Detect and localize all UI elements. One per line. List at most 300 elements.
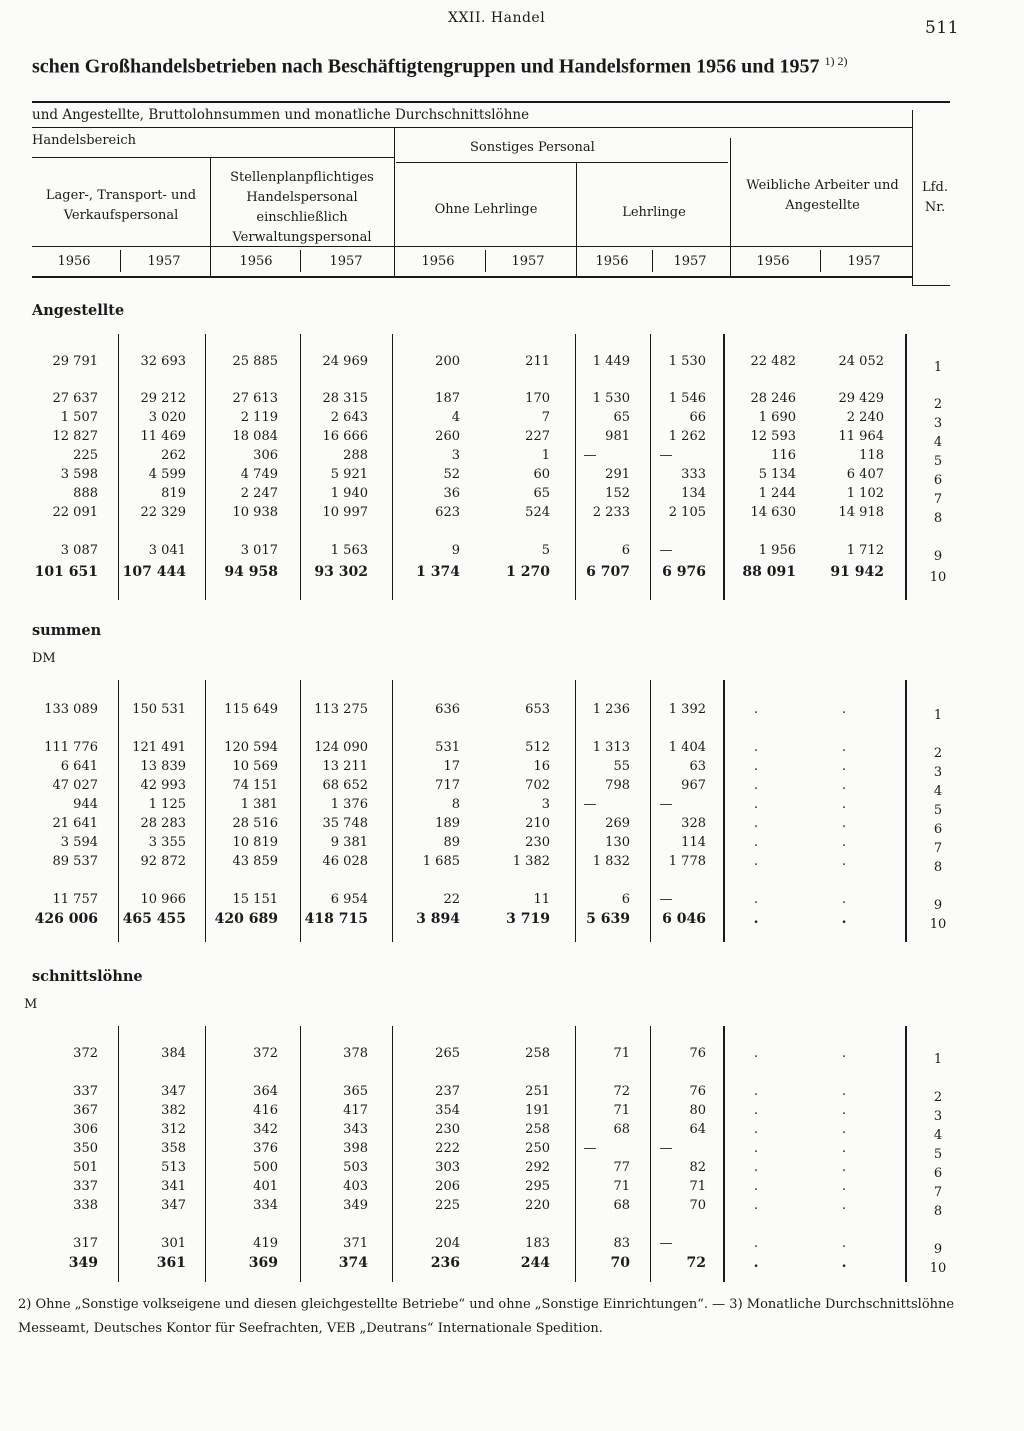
table-cell: 27 637 bbox=[52, 391, 98, 406]
table-cell: 1 102 bbox=[846, 486, 884, 501]
vline-h4 bbox=[730, 138, 731, 278]
vline-h5 bbox=[912, 110, 913, 286]
table-cell: 1 563 bbox=[330, 543, 368, 558]
table-cell: — bbox=[583, 1141, 597, 1156]
table-cell: 337 bbox=[73, 1084, 98, 1099]
table-cell: 3 017 bbox=[240, 543, 278, 558]
table-cell: 230 bbox=[435, 1122, 460, 1137]
table-cell: . bbox=[841, 854, 847, 869]
table-cell: 150 531 bbox=[132, 702, 186, 717]
table-cell: 342 bbox=[253, 1122, 278, 1137]
table-cell: . bbox=[841, 816, 847, 831]
table-cell: 187 bbox=[435, 391, 460, 406]
footnote-2: Messeamt, Deutsches Kontor für Seefrachten, VEB „Deutrans“ Internationale Spedition. bbox=[18, 1321, 603, 1336]
table-cell: 88 091 bbox=[742, 564, 796, 580]
header-sonstiges-personal: Sonstiges Personal bbox=[470, 140, 595, 155]
table-cell: . bbox=[753, 1160, 759, 1175]
table-cell: 1 712 bbox=[846, 543, 884, 558]
table-cell: 6 641 bbox=[60, 759, 98, 774]
table-cell: 1 376 bbox=[330, 797, 368, 812]
table-cell: 211 bbox=[525, 354, 550, 369]
table-cell: 134 bbox=[681, 486, 706, 501]
table-cell: 365 bbox=[343, 1084, 368, 1099]
table-cell: 262 bbox=[161, 448, 186, 463]
table-cell: 107 444 bbox=[122, 564, 186, 580]
table-cell: 11 757 bbox=[52, 892, 98, 907]
table-cell: 225 bbox=[73, 448, 98, 463]
row-number: 4 bbox=[933, 1128, 943, 1143]
table-cell: 72 bbox=[613, 1084, 630, 1099]
table-cell: 337 bbox=[73, 1179, 98, 1194]
year-divider bbox=[820, 250, 821, 272]
table-cell: 80 bbox=[689, 1103, 706, 1118]
title-notes: 1) 2) bbox=[824, 54, 848, 68]
table-cell: 118 bbox=[859, 448, 884, 463]
table-cell: 1 244 bbox=[758, 486, 796, 501]
table-cell: . bbox=[753, 778, 759, 793]
table-cell: 6 046 bbox=[662, 911, 706, 927]
row-number: 4 bbox=[933, 435, 943, 450]
table-cell: 6 976 bbox=[662, 564, 706, 580]
table-cell: . bbox=[753, 1179, 759, 1194]
table-cell: 465 455 bbox=[122, 911, 186, 927]
table-cell: 1 262 bbox=[668, 429, 706, 444]
row-number: 7 bbox=[933, 841, 943, 856]
table-cell: 60 bbox=[533, 467, 550, 482]
table-cell: 70 bbox=[689, 1198, 706, 1213]
section-label-summen: summen bbox=[32, 622, 102, 639]
table-cell: . bbox=[753, 1236, 759, 1251]
table-cell: . bbox=[753, 1046, 759, 1061]
table-cell: 71 bbox=[613, 1179, 630, 1194]
table-cell: 420 689 bbox=[214, 911, 278, 927]
row-number: 3 bbox=[933, 765, 943, 780]
rule-years-top bbox=[32, 246, 912, 247]
table-cell: 206 bbox=[435, 1179, 460, 1194]
table-cell: 3 719 bbox=[506, 911, 550, 927]
table-cell: 225 bbox=[435, 1198, 460, 1213]
table-cell: 513 bbox=[161, 1160, 186, 1175]
table-cell: . bbox=[753, 1122, 759, 1137]
table-cell: 11 964 bbox=[838, 429, 884, 444]
table-cell: 361 bbox=[156, 1255, 186, 1271]
table-cell: 3 355 bbox=[148, 835, 186, 850]
rule-top bbox=[32, 101, 950, 103]
row-number: 6 bbox=[933, 473, 943, 488]
header-col-lehrlinge: Lehrlinge bbox=[622, 205, 686, 220]
table-cell: . bbox=[753, 1198, 759, 1213]
table-cell: . bbox=[753, 911, 759, 927]
table-cell: 944 bbox=[73, 797, 98, 812]
table-cell: 6 707 bbox=[586, 564, 630, 580]
table-cell: 636 bbox=[435, 702, 460, 717]
table-cell: 29 212 bbox=[140, 391, 186, 406]
table-cell: 25 885 bbox=[232, 354, 278, 369]
table-cell: 10 938 bbox=[232, 505, 278, 520]
table-cell: 269 bbox=[605, 816, 630, 831]
table-cell: 9 381 bbox=[330, 835, 368, 850]
table-cell: . bbox=[841, 1141, 847, 1156]
table-cell: 65 bbox=[533, 486, 550, 501]
column-rule bbox=[905, 1026, 907, 1282]
table-cell: . bbox=[753, 702, 759, 717]
table-cell: 28 283 bbox=[140, 816, 186, 831]
table-cell: — bbox=[659, 1236, 673, 1251]
table-cell: 1 778 bbox=[668, 854, 706, 869]
table-cell: . bbox=[753, 740, 759, 755]
table-cell: 121 491 bbox=[132, 740, 186, 755]
table-cell: 46 028 bbox=[322, 854, 368, 869]
header-col-lager: Lager-, Transport- und Verkaufspersonal bbox=[45, 188, 197, 223]
table-cell: 15 151 bbox=[232, 892, 278, 907]
table-cell: — bbox=[659, 797, 673, 812]
table-cell: 89 537 bbox=[52, 854, 98, 869]
table-cell: 403 bbox=[343, 1179, 368, 1194]
table-cell: 76 bbox=[689, 1046, 706, 1061]
table-cell: 82 bbox=[689, 1160, 706, 1175]
table-cell: 3 bbox=[451, 448, 460, 463]
table-cell: . bbox=[841, 1084, 847, 1099]
table-cell: . bbox=[841, 778, 847, 793]
table-cell: 16 bbox=[533, 759, 550, 774]
table-cell: 981 bbox=[605, 429, 630, 444]
table-cell: 64 bbox=[689, 1122, 706, 1137]
header-col-lfd-nr: Lfd. Nr. bbox=[922, 180, 948, 215]
table-cell: 1 270 bbox=[506, 564, 550, 580]
table-cell: 3 020 bbox=[148, 410, 186, 425]
table-cell: 71 bbox=[613, 1103, 630, 1118]
table-cell: 418 715 bbox=[304, 911, 368, 927]
table-cell: 265 bbox=[435, 1046, 460, 1061]
row-number: 9 bbox=[933, 549, 943, 564]
table-cell: . bbox=[841, 1179, 847, 1194]
row-number: 2 bbox=[933, 746, 943, 761]
table-cell: 1 392 bbox=[668, 702, 706, 717]
footnote-1: 2) Ohne „Sonstige volkseigene und diesen gleichgestellte Betriebe“ und ohne „Sonstige Einrichtungen“. — 3) Monatliche Durchschnittslöhne bbox=[18, 1297, 955, 1312]
title-text: schen Großhandelsbetrieben nach Beschäftigtengruppen und Handelsformen 1956 und 1957 bbox=[32, 55, 820, 78]
table-cell: 317 bbox=[73, 1236, 98, 1251]
table-cell: 236 bbox=[430, 1255, 460, 1271]
row-number: 6 bbox=[933, 1166, 943, 1181]
section-label-angestellte: Angestellte bbox=[32, 302, 125, 319]
table-cell: 111 776 bbox=[44, 740, 98, 755]
table-cell: 222 bbox=[435, 1141, 460, 1156]
table-cell: 18 084 bbox=[232, 429, 278, 444]
column-rule bbox=[905, 334, 907, 600]
table-cell: . bbox=[841, 1236, 847, 1251]
row-number: 10 bbox=[929, 1261, 947, 1276]
table-cell: 417 bbox=[343, 1103, 368, 1118]
table-cell: 306 bbox=[253, 448, 278, 463]
row-number: 5 bbox=[933, 454, 943, 469]
year-header: 1957 bbox=[673, 254, 707, 269]
table-cell: 1 404 bbox=[668, 740, 706, 755]
table-cell: 10 819 bbox=[232, 835, 278, 850]
table-cell: 5 921 bbox=[330, 467, 368, 482]
table-cell: 42 993 bbox=[140, 778, 186, 793]
table-cell: 124 090 bbox=[314, 740, 368, 755]
table-cell: 1 449 bbox=[592, 354, 630, 369]
column-rule bbox=[905, 680, 907, 942]
table-cell: 114 bbox=[681, 835, 706, 850]
table-cell: 10 966 bbox=[140, 892, 186, 907]
table-cell: . bbox=[753, 759, 759, 774]
table-cell: 6 407 bbox=[846, 467, 884, 482]
row-number: 3 bbox=[933, 1109, 943, 1124]
table-cell: . bbox=[753, 892, 759, 907]
row-number: 10 bbox=[929, 570, 947, 585]
table-cell: . bbox=[841, 740, 847, 755]
table-cell: 372 bbox=[73, 1046, 98, 1061]
table-cell: 71 bbox=[613, 1046, 630, 1061]
table-cell: 350 bbox=[73, 1141, 98, 1156]
table-cell: 71 bbox=[689, 1179, 706, 1194]
table-cell: 334 bbox=[253, 1198, 278, 1213]
row-number: 8 bbox=[933, 511, 943, 526]
table-cell: 14 630 bbox=[750, 505, 796, 520]
table-cell: 347 bbox=[161, 1198, 186, 1213]
table-cell: . bbox=[841, 1198, 847, 1213]
table-cell: 10 997 bbox=[322, 505, 368, 520]
table-cell: 717 bbox=[435, 778, 460, 793]
row-number: 7 bbox=[933, 1185, 943, 1200]
table-cell: 401 bbox=[253, 1179, 278, 1194]
table-cell: — bbox=[659, 892, 673, 907]
table-cell: 21 641 bbox=[52, 816, 98, 831]
table-cell: 369 bbox=[248, 1255, 278, 1271]
year-header: 1956 bbox=[595, 254, 629, 269]
year-divider bbox=[120, 250, 121, 272]
table-cell: 83 bbox=[613, 1236, 630, 1251]
table-cell: 1 546 bbox=[668, 391, 706, 406]
table-cell: 419 bbox=[253, 1236, 278, 1251]
table-cell: 3 594 bbox=[60, 835, 98, 850]
table-cell: . bbox=[841, 1046, 847, 1061]
table-cell: 3 894 bbox=[416, 911, 460, 927]
table-cell: 32 693 bbox=[140, 354, 186, 369]
header-col-stellenplan: Stellenplanpflichtiges Handelspersonal einschließlich Verwaltungspersonal bbox=[230, 170, 374, 245]
header-col-weibliche: Weibliche Arbeiter und Angestellte bbox=[746, 178, 899, 213]
row-number: 2 bbox=[933, 397, 943, 412]
table-cell: 347 bbox=[161, 1084, 186, 1099]
row-number: 9 bbox=[933, 898, 943, 913]
table-cell: 11 469 bbox=[140, 429, 186, 444]
table-cell: . bbox=[753, 1141, 759, 1156]
table-cell: 22 329 bbox=[140, 505, 186, 520]
table-cell: . bbox=[841, 1160, 847, 1175]
table-cell: 1 530 bbox=[592, 391, 630, 406]
table-cell: 426 006 bbox=[34, 911, 98, 927]
table-cell: 312 bbox=[161, 1122, 186, 1137]
table-cell: 349 bbox=[68, 1255, 98, 1271]
table-cell: 374 bbox=[338, 1255, 368, 1271]
table-cell: 371 bbox=[343, 1236, 368, 1251]
table-cell: 68 652 bbox=[322, 778, 368, 793]
table-cell: 295 bbox=[525, 1179, 550, 1194]
year-header: 1956 bbox=[57, 254, 91, 269]
table-cell: 3 041 bbox=[148, 543, 186, 558]
table-cell: 367 bbox=[73, 1103, 98, 1118]
table-cell: 416 bbox=[253, 1103, 278, 1118]
table-cell: 2 119 bbox=[240, 410, 278, 425]
table-cell: 183 bbox=[525, 1236, 550, 1251]
table-cell: 5 bbox=[541, 543, 550, 558]
table-cell: 4 599 bbox=[148, 467, 186, 482]
table-cell: . bbox=[841, 1255, 847, 1271]
table-cell: — bbox=[583, 797, 597, 812]
vline-h3 bbox=[576, 162, 577, 278]
table-cell: 191 bbox=[525, 1103, 550, 1118]
table-cell: 358 bbox=[161, 1141, 186, 1156]
table-cell: 398 bbox=[343, 1141, 368, 1156]
table-cell: 9 bbox=[451, 543, 460, 558]
table-cell: 22 091 bbox=[52, 505, 98, 520]
table-cell: . bbox=[841, 892, 847, 907]
table-cell: 1 374 bbox=[416, 564, 460, 580]
year-header: 1957 bbox=[847, 254, 881, 269]
table-cell: 349 bbox=[343, 1198, 368, 1213]
table-cell: 244 bbox=[520, 1255, 550, 1271]
table-cell: 11 bbox=[533, 892, 550, 907]
table-cell: . bbox=[841, 911, 847, 927]
table-cell: 251 bbox=[525, 1084, 550, 1099]
table-cell: 1 382 bbox=[512, 854, 550, 869]
row-number: 9 bbox=[933, 1242, 943, 1257]
table-cell: 63 bbox=[689, 759, 706, 774]
table-cell: 798 bbox=[605, 778, 630, 793]
table-cell: 6 954 bbox=[330, 892, 368, 907]
table-cell: — bbox=[583, 448, 597, 463]
table-cell: 27 613 bbox=[232, 391, 278, 406]
header-handelsbereich: Handelsbereich bbox=[32, 133, 137, 148]
table-cell: 291 bbox=[605, 467, 630, 482]
table-cell: 382 bbox=[161, 1103, 186, 1118]
table-cell: 28 315 bbox=[322, 391, 368, 406]
table-cell: 200 bbox=[435, 354, 460, 369]
table-cell: 29 429 bbox=[838, 391, 884, 406]
table-cell: 6 bbox=[621, 892, 630, 907]
table-cell: 288 bbox=[343, 448, 368, 463]
year-header: 1957 bbox=[511, 254, 545, 269]
table-cell: . bbox=[753, 797, 759, 812]
table-cell: . bbox=[841, 1122, 847, 1137]
row-number: 1 bbox=[933, 360, 943, 375]
row-number: 2 bbox=[933, 1090, 943, 1105]
rule-sonstiges bbox=[396, 162, 728, 163]
table-cell: 13 211 bbox=[322, 759, 368, 774]
table-cell: 250 bbox=[525, 1141, 550, 1156]
table-cell: 210 bbox=[525, 816, 550, 831]
table-cell: 702 bbox=[525, 778, 550, 793]
table-cell: 1 956 bbox=[758, 543, 796, 558]
row-number: 7 bbox=[933, 492, 943, 507]
table-cell: 500 bbox=[253, 1160, 278, 1175]
table-cell: . bbox=[753, 1084, 759, 1099]
table-cell: 94 958 bbox=[224, 564, 278, 580]
table-cell: 74 151 bbox=[232, 778, 278, 793]
table-cell: . bbox=[841, 835, 847, 850]
table-cell: 1 530 bbox=[668, 354, 706, 369]
table-cell: 1 685 bbox=[422, 854, 460, 869]
table-cell: 303 bbox=[435, 1160, 460, 1175]
table-cell: 3 bbox=[541, 797, 550, 812]
column-rule bbox=[723, 1026, 725, 1282]
column-rule bbox=[723, 680, 725, 942]
table-cell: 376 bbox=[253, 1141, 278, 1156]
table-cell: 2 105 bbox=[668, 505, 706, 520]
rule-sub bbox=[32, 127, 912, 128]
table-cell: 113 275 bbox=[314, 702, 368, 717]
table-cell: — bbox=[659, 543, 673, 558]
table-cell: 12 827 bbox=[52, 429, 98, 444]
table-cell: 503 bbox=[343, 1160, 368, 1175]
table-cell: . bbox=[753, 816, 759, 831]
table-cell: 92 872 bbox=[140, 854, 186, 869]
table-cell: 341 bbox=[161, 1179, 186, 1194]
table-cell: 623 bbox=[435, 505, 460, 520]
table-cell: 91 942 bbox=[830, 564, 884, 580]
table-cell: 6 bbox=[621, 543, 630, 558]
table-cell: 8 bbox=[451, 797, 460, 812]
year-divider bbox=[300, 250, 301, 272]
table-cell: 1 125 bbox=[148, 797, 186, 812]
table-cell: 258 bbox=[525, 1122, 550, 1137]
table-cell: 130 bbox=[605, 835, 630, 850]
table-cell: 501 bbox=[73, 1160, 98, 1175]
table-cell: 258 bbox=[525, 1046, 550, 1061]
table-cell: 5 639 bbox=[586, 911, 630, 927]
table-cell: 13 839 bbox=[140, 759, 186, 774]
table-cell: 5 134 bbox=[758, 467, 796, 482]
table-cell: 55 bbox=[613, 759, 630, 774]
table-cell: 230 bbox=[525, 835, 550, 850]
row-number: 4 bbox=[933, 784, 943, 799]
table-cell: 24 052 bbox=[838, 354, 884, 369]
table-cell: 43 859 bbox=[232, 854, 278, 869]
table-cell: 22 bbox=[443, 892, 460, 907]
table-cell: 292 bbox=[525, 1160, 550, 1175]
table-cell: 328 bbox=[681, 816, 706, 831]
table-cell: 22 482 bbox=[750, 354, 796, 369]
table-cell: 2 643 bbox=[330, 410, 368, 425]
year-header: 1957 bbox=[147, 254, 181, 269]
table-cell: 133 089 bbox=[44, 702, 98, 717]
row-number: 3 bbox=[933, 416, 943, 431]
table-cell: — bbox=[659, 1141, 673, 1156]
row-number: 8 bbox=[933, 860, 943, 875]
row-number: 6 bbox=[933, 822, 943, 837]
table-cell: 354 bbox=[435, 1103, 460, 1118]
table-cell: 93 302 bbox=[314, 564, 368, 580]
table-cell: 3 598 bbox=[60, 467, 98, 482]
table-cell: 378 bbox=[343, 1046, 368, 1061]
row-number: 5 bbox=[933, 803, 943, 818]
table-cell: . bbox=[753, 835, 759, 850]
table-cell: 220 bbox=[525, 1198, 550, 1213]
table-cell: 3 087 bbox=[60, 543, 98, 558]
table-cell: 1 940 bbox=[330, 486, 368, 501]
year-header: 1956 bbox=[421, 254, 455, 269]
table-cell: 52 bbox=[443, 467, 460, 482]
table-cell: 227 bbox=[525, 429, 550, 444]
table-cell: 116 bbox=[771, 448, 796, 463]
table-cell: 70 bbox=[610, 1255, 630, 1271]
table-cell: 29 791 bbox=[52, 354, 98, 369]
table-subtitle: und Angestellte, Bruttolohnsummen und monatliche Durchschnittslöhne bbox=[32, 107, 530, 123]
table-cell: 65 bbox=[613, 410, 630, 425]
table-cell: 66 bbox=[689, 410, 706, 425]
table-cell: . bbox=[841, 1103, 847, 1118]
